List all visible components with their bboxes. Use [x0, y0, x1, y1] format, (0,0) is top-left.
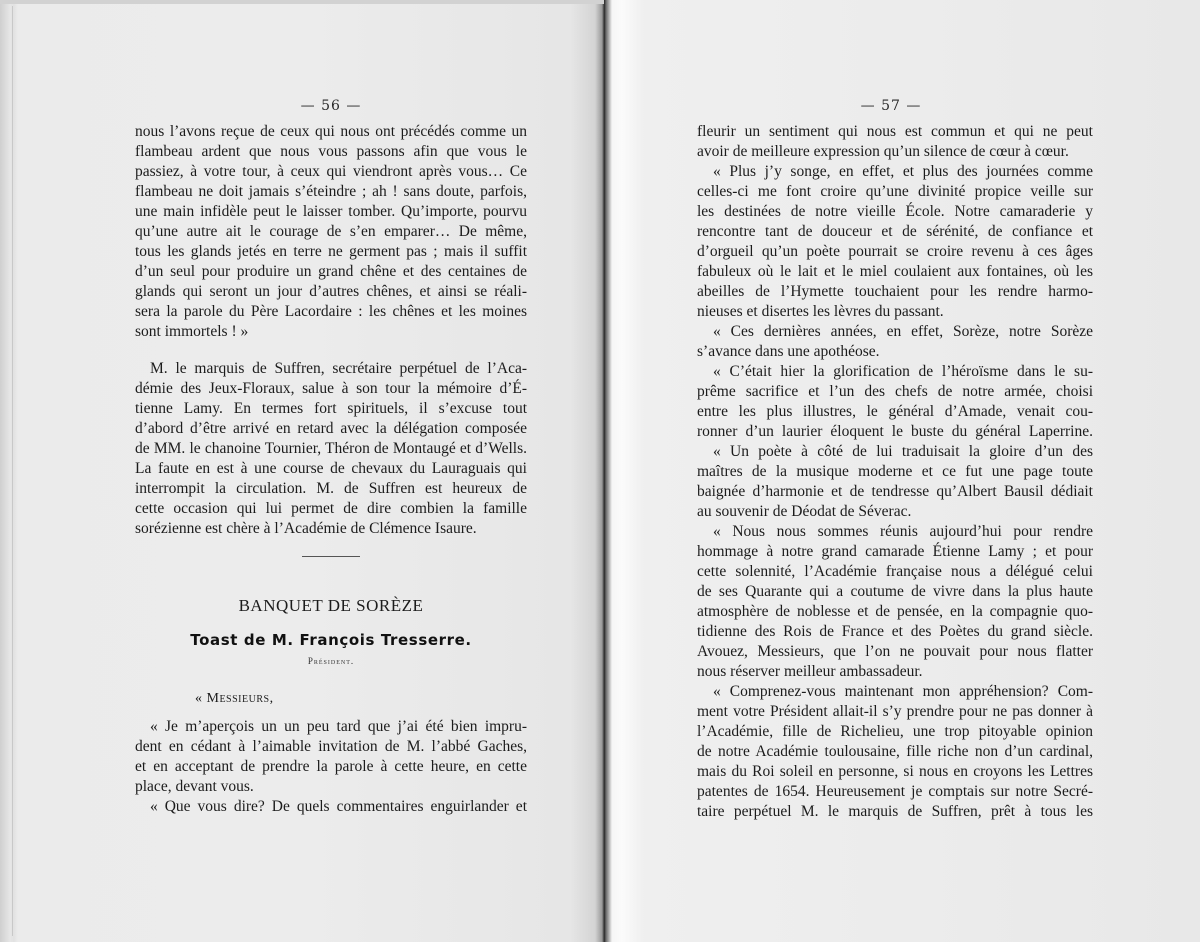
- text-line: prême sacrifice et l’un des chefs de notre armée, choisi: [697, 383, 1093, 400]
- text-line: place, devant vous.: [135, 778, 254, 795]
- text-line: ment votre Président allait-il s’y prendre pour ne pas donner à: [697, 703, 1093, 720]
- text-line: « C’était hier la glorification de l’héroïsme dans le su-: [713, 363, 1093, 380]
- salutation: « Messieurs,: [195, 691, 274, 706]
- text-line: qu’une autre ait le courage de s’en emparer… De même,: [135, 223, 527, 240]
- text-line: sorézienne est chère à l’Académie de Clémence Isaure.: [135, 520, 477, 537]
- text-line: rencontre tant de douceur et de sérénité, de confiance et: [697, 223, 1093, 240]
- text-line: de MM. le chanoine Tournier, Théron de Montaugé et d’Wells.: [135, 440, 527, 457]
- text-line: flambeau ne doit jamais s’éteindre ; ah ! sans doute, parfois,: [135, 183, 527, 200]
- text-line: La faute en est à une course de chevaux du Lauraguais qui: [135, 460, 527, 477]
- page-edge: [12, 6, 13, 936]
- text-line: tienne Lamy. En termes fort spirituels, il s’excuse tout: [135, 400, 527, 417]
- page-number: — 56 —: [300, 98, 362, 114]
- text-line: cette solennité, l’Académie française nous a délégué celui: [697, 563, 1093, 580]
- text-line: maîtres de la musique moderne et ce fut une page toute: [697, 463, 1093, 480]
- text-line: abeilles de l’Hymette touchaient pour les rendre harmo-: [697, 283, 1093, 300]
- text-line: sont immortels ! »: [135, 323, 249, 340]
- text-line: dent en cédant à l’aimable invitation de M. l’abbé Gaches,: [135, 738, 527, 755]
- text-line: avoir de meilleure expression qu’un silence de cœur à cœur.: [697, 143, 1069, 160]
- text-line: d’abord d’être arrivé en retard avec la délégation composée: [135, 420, 527, 437]
- text-line: et en acceptant de prendre la parole à cette heure, en cette: [135, 758, 527, 775]
- text-line: ronner d’un laurier éloquent le buste du général Laperrine.: [697, 423, 1093, 440]
- text-line: « Je m’aperçois un un peu tard que j’ai été bien impru-: [150, 718, 527, 735]
- text-line: mais du Roi soleil en personne, si nous en croyons les Lettres: [697, 763, 1093, 780]
- text-line: passiez, à votre tour, à ceux qui viendront après vous… Ce: [135, 163, 527, 180]
- section-title: BANQUET DE SORÈZE: [238, 596, 424, 615]
- text-line: nieuses et disertes les lèvres du passant.: [697, 303, 944, 320]
- text-line: nous l’avons reçue de ceux qui nous ont précédés comme un: [135, 123, 527, 140]
- text-line: sera la parole du Père Lacordaire : les chênes et les moines: [135, 303, 527, 320]
- right-page: [604, 0, 1200, 942]
- text-line: atmosphère de noblesse et de pensée, en la compagnie quo-: [697, 603, 1093, 620]
- text-line: glands qui seront un jour d’autres chênes, et ainsi se réali-: [135, 283, 527, 300]
- text-line: « Nous nous sommes réunis aujourd’hui pour rendre: [713, 523, 1093, 540]
- text-line: taire perpétuel M. le marquis de Suffren, prêt à tous les: [697, 803, 1093, 820]
- text-line: au souvenir de Déodat de Séverac.: [697, 503, 912, 520]
- text-line: « Que vous dire? De quels commentaires enguirlander et: [150, 798, 527, 815]
- text-line: « Comprenez-vous maintenant mon appréhension? Com-: [713, 683, 1093, 700]
- text-line: M. le marquis de Suffren, secrétaire perpétuel de l’Aca-: [150, 360, 527, 377]
- text-line: tidienne des Rois de France et des Poètes du grand siècle.: [697, 623, 1093, 640]
- text-line: de notre Académie toulousaine, fille riche non d’un cardinal,: [697, 743, 1093, 760]
- text-line: Avouez, Messieurs, que l’on ne pouvait pour nous flatter: [697, 643, 1093, 660]
- text-line: démie des Jeux-Floraux, salue à son tour la mémoire d’É-: [135, 380, 527, 397]
- text-line: cette occasion qui lui permet de dire combien la famille: [135, 500, 527, 517]
- text-line: interrompit la circulation. M. de Suffren est heureux de: [135, 480, 527, 497]
- text-line: d’un seul pour produire un grand chêne et des centaines de: [135, 263, 527, 280]
- text-line: les destinées de notre vieille École. Notre camaraderie y: [697, 203, 1093, 220]
- text-line: nous réserver meilleur ambassadeur.: [697, 663, 923, 680]
- page-number: — 57 —: [860, 98, 922, 114]
- text-line: « Un poète à côté de lui traduisait la gloire d’un des: [713, 443, 1093, 460]
- text-line: « Ces dernières années, en effet, Sorèze, notre Sorèze: [713, 323, 1093, 340]
- text-line: d’orgueil qu’un poète pourrait se croire revenu à ces âges: [697, 243, 1093, 260]
- text-line: s’avance dans une apothéose.: [697, 343, 880, 360]
- text-line: entre les plus illustres, le général d’Amade, venait cou-: [697, 403, 1093, 420]
- text-line: « Plus j’y songe, en effet, et plus des journées comme: [713, 163, 1093, 180]
- text-line: l’Académie, fille de Richelieu, une trop pitoyable opinion: [697, 723, 1093, 740]
- text-line: celles-ci me font croire qu’une divinité propice veille sur: [697, 183, 1093, 200]
- text-line: hommage à notre grand camarade Étienne Lamy ; et pour: [697, 543, 1093, 560]
- text-line: fleurir un sentiment qui nous est commun et qui ne peut: [697, 123, 1093, 140]
- section-divider: [302, 556, 360, 557]
- text-line: tous les glands jetés en terre ne germent pas ; mais il suffit: [135, 243, 527, 260]
- text-line: flambeau ardent que nous vous passons afin que vous le: [135, 143, 527, 160]
- text-line: patentes de 1654. Heureusement je comptais sur notre Secré-: [697, 783, 1093, 800]
- toast-role: Président.: [307, 656, 355, 666]
- text-line: de ses Quarante qui a coutume de vivre dans la plus haute: [697, 583, 1093, 600]
- text-line: fabuleux où le lait et le miel coulaient aux fontaines, où les: [697, 263, 1093, 280]
- toast-title: Toast de M. François Tresserre.: [190, 631, 472, 649]
- text-line: une main infidèle peut le laisser tomber. Qu’importe, pourvu: [135, 203, 527, 220]
- text-line: baignée d’harmonie et de tendresse qu’Albert Bausil dédiait: [697, 483, 1093, 500]
